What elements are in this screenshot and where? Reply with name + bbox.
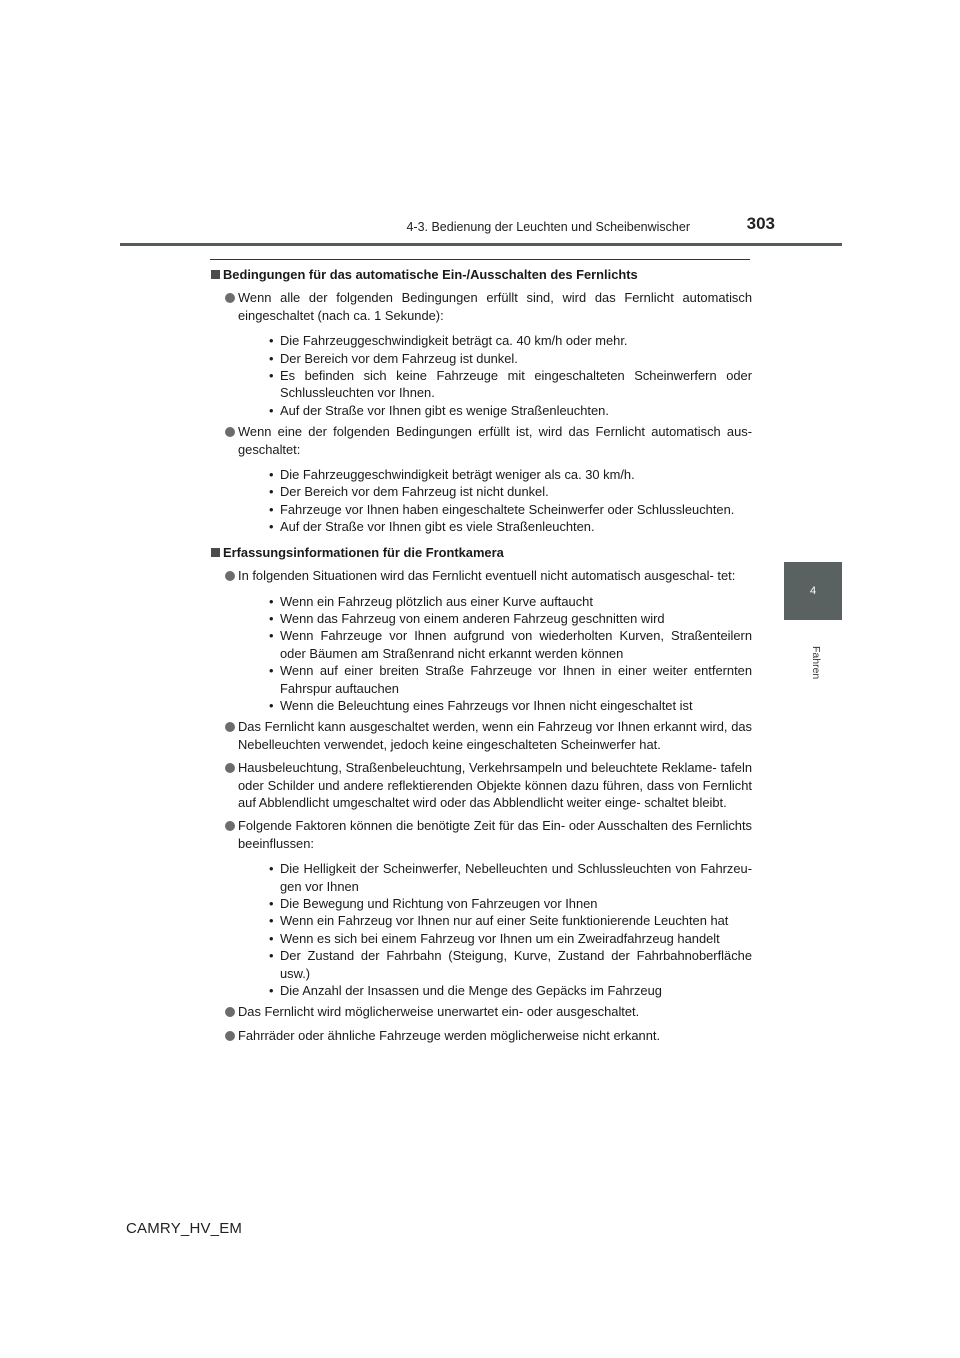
- chapter-number: 4: [809, 585, 817, 597]
- square-bullet-icon: [211, 270, 220, 279]
- document-code: CAMRY_HV_EM: [126, 1220, 243, 1237]
- section-heading: [210, 266, 752, 283]
- circle-bullet-icon: [225, 722, 235, 732]
- circle-bullet-icon: [225, 763, 235, 773]
- sub-list-item: • Wenn auf einer breiten Straße Fahrzeuge vor Ihnen in einer weiter entfernten Fahrspur auftauchen: [269, 663, 752, 696]
- sub-list-item: • Die Anzahl der Insassen und die Menge des Gepäcks im Fahrzeug: [269, 983, 662, 999]
- sub-list-item: • Die Fahrzeuggeschwindigkeit beträgt ca. 40 km/h oder mehr.: [269, 333, 628, 349]
- section-heading-text: Erfassungsinformationen für die Frontkamera: [223, 544, 504, 560]
- circle-bullet-icon: [225, 427, 235, 437]
- circle-bullet-icon: [225, 821, 235, 831]
- sub-list-item: • Fahrzeuge vor Ihnen haben eingeschaltete Scheinwerfer oder Schlussleuchten.: [269, 501, 735, 517]
- list-item-text: Das Fernlicht wird möglicherweise unerwartet ein- oder ausgeschaltet.: [238, 1004, 640, 1020]
- page-content: [210, 266, 752, 1044]
- sub-list-item: • Wenn Fahrzeuge vor Ihnen aufgrund von wiederholten Kurven, Straßenteilern oder Bäumen am Straßenrand nicht erkannt werden können: [269, 628, 752, 661]
- page-number: 303: [746, 214, 775, 233]
- sub-list-item: • Wenn die Beleuchtung eines Fahrzeugs vor Ihnen nicht eingeschaltet ist: [269, 697, 693, 713]
- circle-bullet-icon: [225, 293, 235, 303]
- sub-list-item: • Der Bereich vor dem Fahrzeug ist nicht dunkel.: [269, 484, 549, 500]
- circle-bullet-icon: [225, 1031, 235, 1041]
- list-item: [210, 759, 752, 811]
- list-item: [210, 1003, 752, 1020]
- sub-list: [238, 593, 752, 715]
- sub-list-item: • Die Helligkeit der Scheinwerfer, Nebelleuchten und Schlussleuchten von Fahrzeu- gen vor Ihnen: [269, 861, 752, 894]
- circle-bullet-icon: [225, 1007, 235, 1017]
- list-item: [210, 817, 752, 999]
- list-item-text: Wenn eine der folgenden Bedingungen erfüllt ist, wird das Fernlicht automatisch aus- geschaltet:: [238, 424, 752, 457]
- chapter-tab[interactable]: [784, 562, 842, 620]
- sub-list-item: • Die Fahrzeuggeschwindigkeit beträgt weniger als ca. 30 km/h.: [269, 467, 635, 483]
- sub-list-item: • Wenn es sich bei einem Fahrzeug vor Ihnen um ein Zweiradfahrzeug handelt: [269, 930, 720, 946]
- sub-list: [238, 466, 752, 536]
- sub-list-item: • Der Bereich vor dem Fahrzeug ist dunkel.: [269, 350, 518, 366]
- sub-list-item: • Auf der Straße vor Ihnen gibt es viele Straßenleuchten.: [269, 519, 595, 535]
- sub-list: [238, 332, 752, 419]
- sub-list-item: • Es befinden sich keine Fahrzeuge mit eingeschalteten Scheinwerfern oder Schlussleuchten vor Ihnen.: [269, 368, 752, 401]
- list-item-text: Wenn alle der folgenden Bedingungen erfüllt sind, wird das Fernlicht automatisch eingeschaltet (nach ca. 1 Sekunde):: [238, 290, 752, 323]
- content-divider: [210, 259, 750, 260]
- header-divider: [120, 243, 842, 246]
- list-item: [210, 1027, 752, 1044]
- section-heading: [210, 544, 752, 561]
- list-item-text: Das Fernlicht kann ausgeschaltet werden, wenn ein Fahrzeug vor Ihnen erkannt wird, das Nebelleuchten verwendet, jedoch keine eingeschalteten Scheinwerfer hat.: [238, 719, 752, 752]
- list-item-text: Folgende Faktoren können die benötigte Zeit für das Ein- oder Ausschalten des Fernlichts beeinflussen:: [238, 818, 752, 851]
- sub-list-item: • Wenn ein Fahrzeug vor Ihnen nur auf einer Seite funktionierende Leuchten hat: [269, 913, 729, 929]
- section-heading-text: Bedingungen für das automatische Ein-/Ausschalten des Fernlichts: [223, 267, 638, 282]
- chapter-label: Fahren: [810, 646, 822, 680]
- header-section-title: 4-3. Bedienung der Leuchten und Scheibenwischer: [406, 220, 690, 234]
- list-item: [210, 423, 752, 535]
- list-item-text: Hausbeleuchtung, Straßenbeleuchtung, Verkehrsampeln und beleuchtete Reklame- tafeln oder Schilder und andere reflektierenden Objekte können dazu führen, dass von Fernlicht auf Abblendlicht umgeschaltet wird oder das Abblendlicht weiter einge- schaltet bleibt.: [238, 760, 752, 810]
- list-item: [210, 289, 752, 419]
- list-item: [210, 567, 752, 714]
- list-item-text: In folgenden Situationen wird das Fernlicht eventuell nicht automatisch ausgeschal- tet:: [238, 568, 736, 584]
- sub-list-item: • Auf der Straße vor Ihnen gibt es wenige Straßenleuchten.: [269, 402, 609, 418]
- sub-list-item: • Wenn das Fahrzeug von einem anderen Fahrzeug geschnitten wird: [269, 610, 665, 626]
- sub-list: [238, 860, 752, 999]
- sub-list-item: • Die Bewegung und Richtung von Fahrzeugen vor Ihnen: [269, 896, 598, 911]
- square-bullet-icon: [211, 548, 220, 557]
- circle-bullet-icon: [225, 571, 235, 581]
- sub-list-item: • Der Zustand der Fahrbahn (Steigung, Kurve, Zustand der Fahrbahnoberfläche usw.): [269, 948, 752, 981]
- list-item-text: Fahrräder oder ähnliche Fahrzeuge werden möglicherweise nicht erkannt.: [238, 1027, 661, 1043]
- list-item: [210, 718, 752, 753]
- sub-list-item: • Wenn ein Fahrzeug plötzlich aus einer Kurve auftaucht: [269, 593, 593, 609]
